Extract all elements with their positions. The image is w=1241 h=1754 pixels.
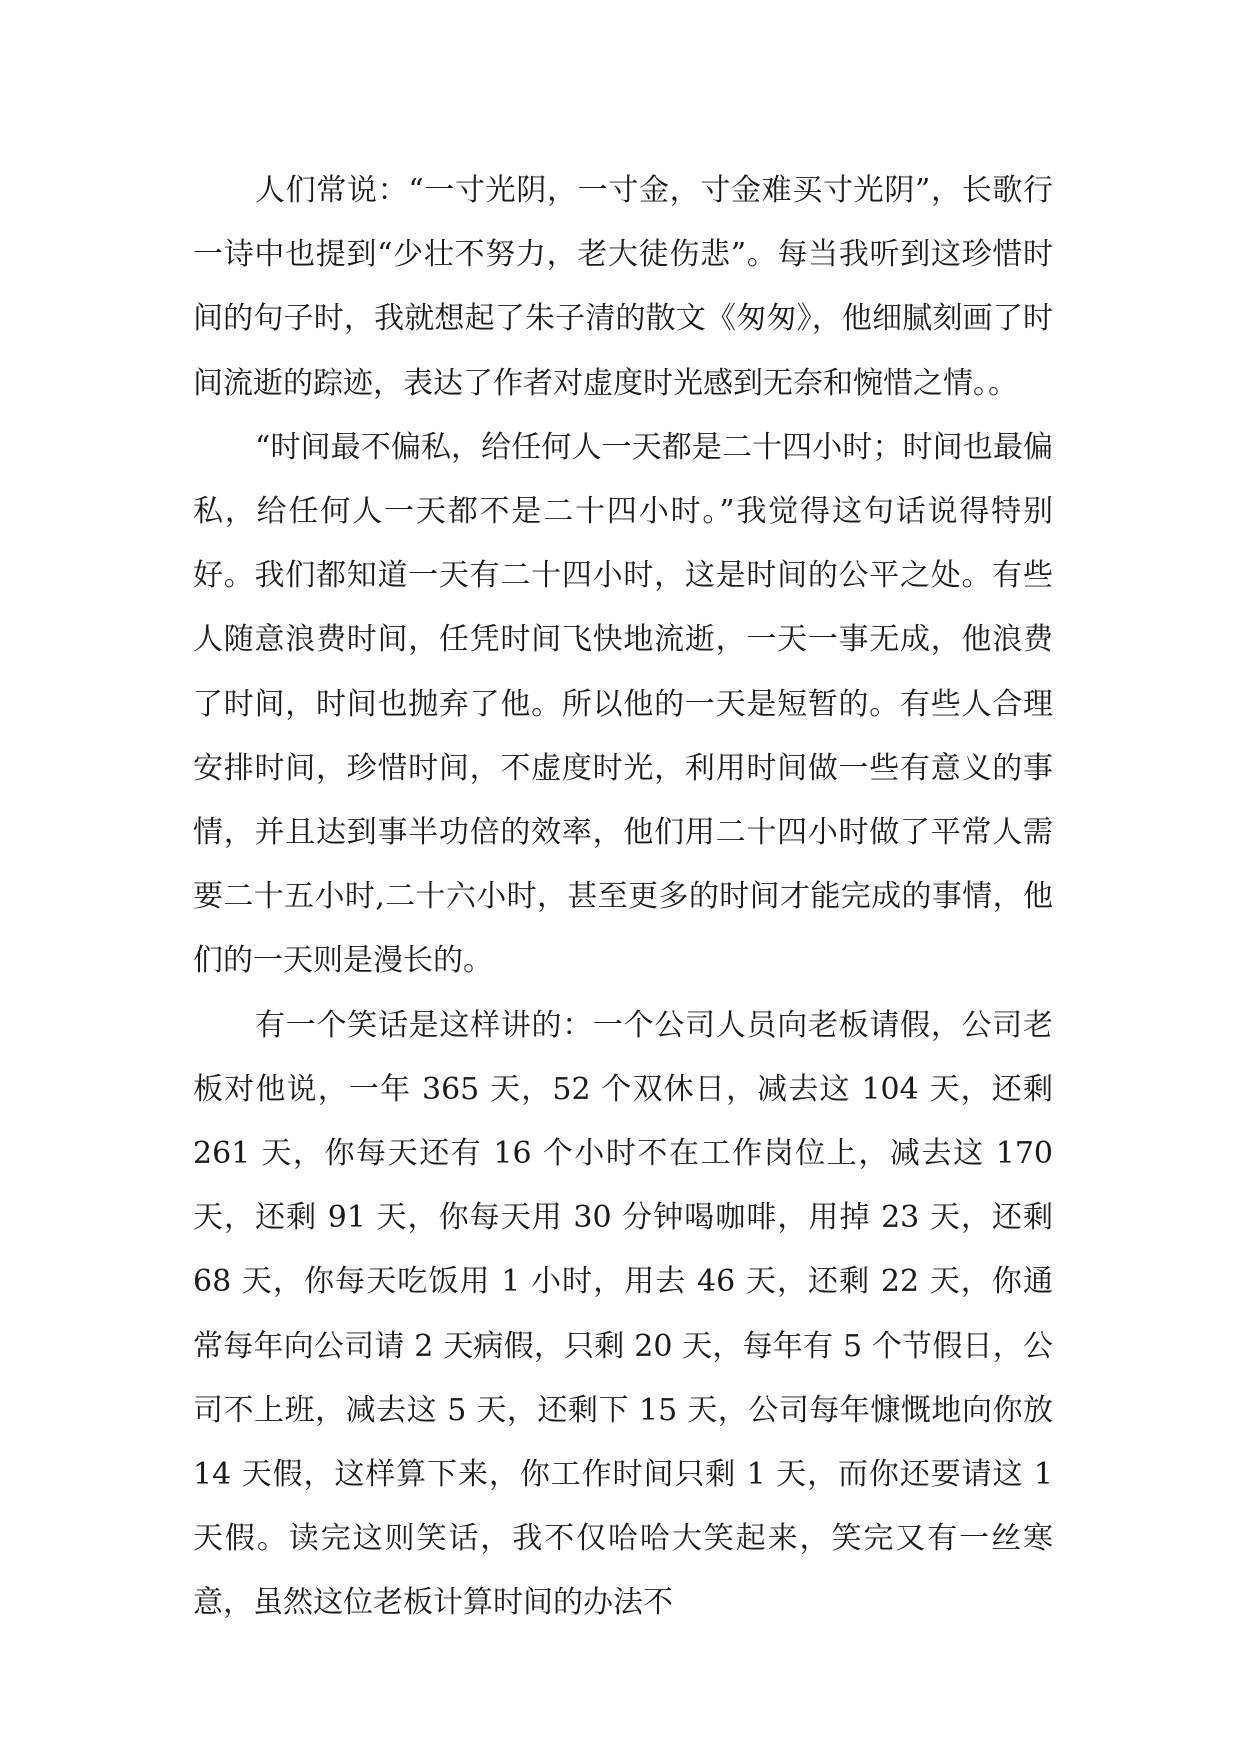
paragraph-2: “时间最不偏私，给任何人一天都是二十四小时；时间也最偏私，给任何人一天都不是二十四小时。”我觉得这句话说得特别好。我们都知道一天有二十四小时，这是时间的公平之处。有些人随意浪费时间，任凭时间飞快地流逝，一天一事无成，他浪费了时间，时间也抛弃了他。所以他的一天是短暂的。有些人合理安排时间，珍惜时间，不虚度时光，利用时间做一些有意义的事情，并且达到事半功倍的效率，他们用二十四小时做了平常人需要二十五小时,二十六小时，甚至更多的时间才能完成的事情，他们的一天则是漫长的。 <box>193 429 1053 979</box>
paragraph-3: 有一个笑话是这样讲的：一个公司人员向老板请假，公司老板对他说，一年 365 天，52 个双休日，减去这 104 天，还剩 261 天，你每天还有 16 个小时不在工作岗位上，减去这 170 天，还剩 91 天，你每天用 30 分钟喝咖啡，用掉 23 天，还剩 68 天，你每天吃饭用 1 小时，用去 46 天，还剩 22 天，你通常每年向公司请 2 天病假，只剩 20 天，每年有 5 个节假日，公司不上班，减去这 5 天，还剩下 15 天，公司每年慷慨地向你放 14 天假，这样算下来，你工作时间只剩 1 天，而你还要请这 1 天假。读完这则笑话，我不仅哈哈大笑起来，笑完又有一丝寒意，虽然这位老板计算时间的办法不 <box>193 1007 1053 1621</box>
paragraph-1: 人们常说：“一寸光阴，一寸金，寸金难买寸光阴”，长歌行一诗中也提到“少壮不努力，老大徒伤悲”。每当我听到这珍惜时间的句子时，我就想起了朱子清的散文《匆匆》，他细腻刻画了时间流逝的踪迹，表达了作者对虚度时光感到无奈和惋惜之情。。 <box>193 173 1053 401</box>
document-body <box>193 159 1053 1636</box>
